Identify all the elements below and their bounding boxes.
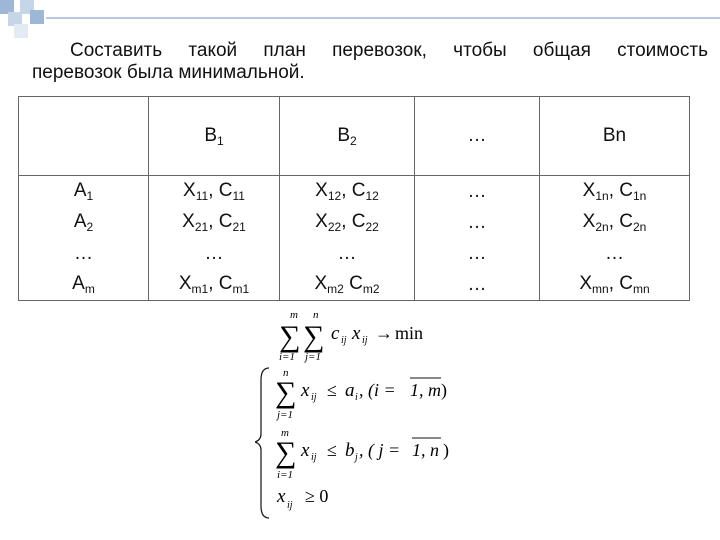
statement-line-2: перевозок была минимальной. [32,62,305,83]
table-cell: … [415,176,540,208]
var-sub: ij [362,335,368,346]
table-row [19,207,690,238]
table-cell: $X_{12}$, $C_{12}$ [280,176,415,208]
c1-x-sub: ij [311,392,317,403]
arrow-symbol: → [375,323,393,343]
statement-line-1: Составить такой план перевозок, чтобы общая стоимость [70,40,708,61]
header-cell: $B_2$ [280,97,415,176]
c2-x-sub: ij [311,452,317,463]
c2-range: 1, n [412,440,439,460]
min-label: min [395,323,424,343]
sum-symbol-2: ∑ [303,320,325,353]
table-cell: … [415,238,540,269]
task-statement [32,40,708,84]
c1-sum-upper: n [283,367,289,379]
table-cell: $X_{m2}$ $C_{m2}$ [280,269,415,301]
table-cell: … [280,238,415,269]
sum-upper-n: n [313,310,319,321]
table-cell: $A_2$ [73,211,94,234]
table-cell: $X_{1n}$, $C_{1n}$ [540,176,690,208]
c1-sum-lower: j=1 [277,409,293,421]
table-row [19,269,690,301]
c3-x-sub: ij [287,500,293,511]
table-cell: $X_{22}$, $C_{22}$ [280,207,415,238]
c1-leq: ≤ [327,380,337,400]
sum-symbol-1: ∑ [279,320,301,353]
c1-a: a [345,380,355,401]
table-cell: $X_{m1}$, $C_{m1}$ [149,269,280,301]
table-cell: $X_{11}$, $C_{11}$ [149,176,280,208]
c2-paren: , ( j = [359,440,405,460]
table-cell: $A_1$ [73,180,94,203]
optimization-formula [255,310,475,530]
sum-lower-j: j=1 [305,351,321,363]
c2-sum-lower: i=1 [277,469,293,481]
cost-c: c [331,323,340,344]
c2-sum-upper: m [281,427,289,439]
table-cell: … [149,238,280,269]
table-cell: $A_m$ [72,273,95,296]
table-header-row [19,97,690,176]
c1-x: x [301,380,310,401]
header-cell: … [415,97,540,176]
table-cell: $X_{mn}$, $C_{mn}$ [540,269,690,301]
header-cell [19,97,149,176]
c2-leq: ≤ [327,440,337,460]
table-cell: … [415,269,540,301]
table-cell: $X_{2n}$, $C_{2n}$ [540,207,690,238]
c1-a-sub: i [355,392,358,403]
c1-sum: ∑ [275,376,297,409]
var-x: x [352,323,361,344]
table-row [19,238,690,269]
transport-table [18,96,690,301]
c3-geq: ≥ 0 [305,486,329,506]
sum-lower-i: i=1 [279,351,295,363]
decorative-squares [0,0,720,40]
c2-close: ) [443,440,449,460]
sum-upper-m: m [290,310,298,321]
table-cell: … [540,238,690,269]
c1-paren: , (i = [359,380,401,400]
c2-b: b [345,440,355,461]
table-cell: $X_{21}$, $C_{21}$ [149,207,280,238]
c2-sum: ∑ [275,436,297,469]
c2-b-sub: j [355,452,358,463]
table-cell: … [415,207,540,238]
table-row [19,176,690,208]
header-cell: Bn [540,97,690,176]
c1-close: ) [441,380,447,400]
header-cell: $B_1$ [149,97,280,176]
cost-sub: ij [341,335,347,346]
c1-range: 1, m [410,380,441,400]
c3-x: x [277,486,286,507]
c2-x: x [301,440,310,461]
table-cell: … [74,242,93,264]
